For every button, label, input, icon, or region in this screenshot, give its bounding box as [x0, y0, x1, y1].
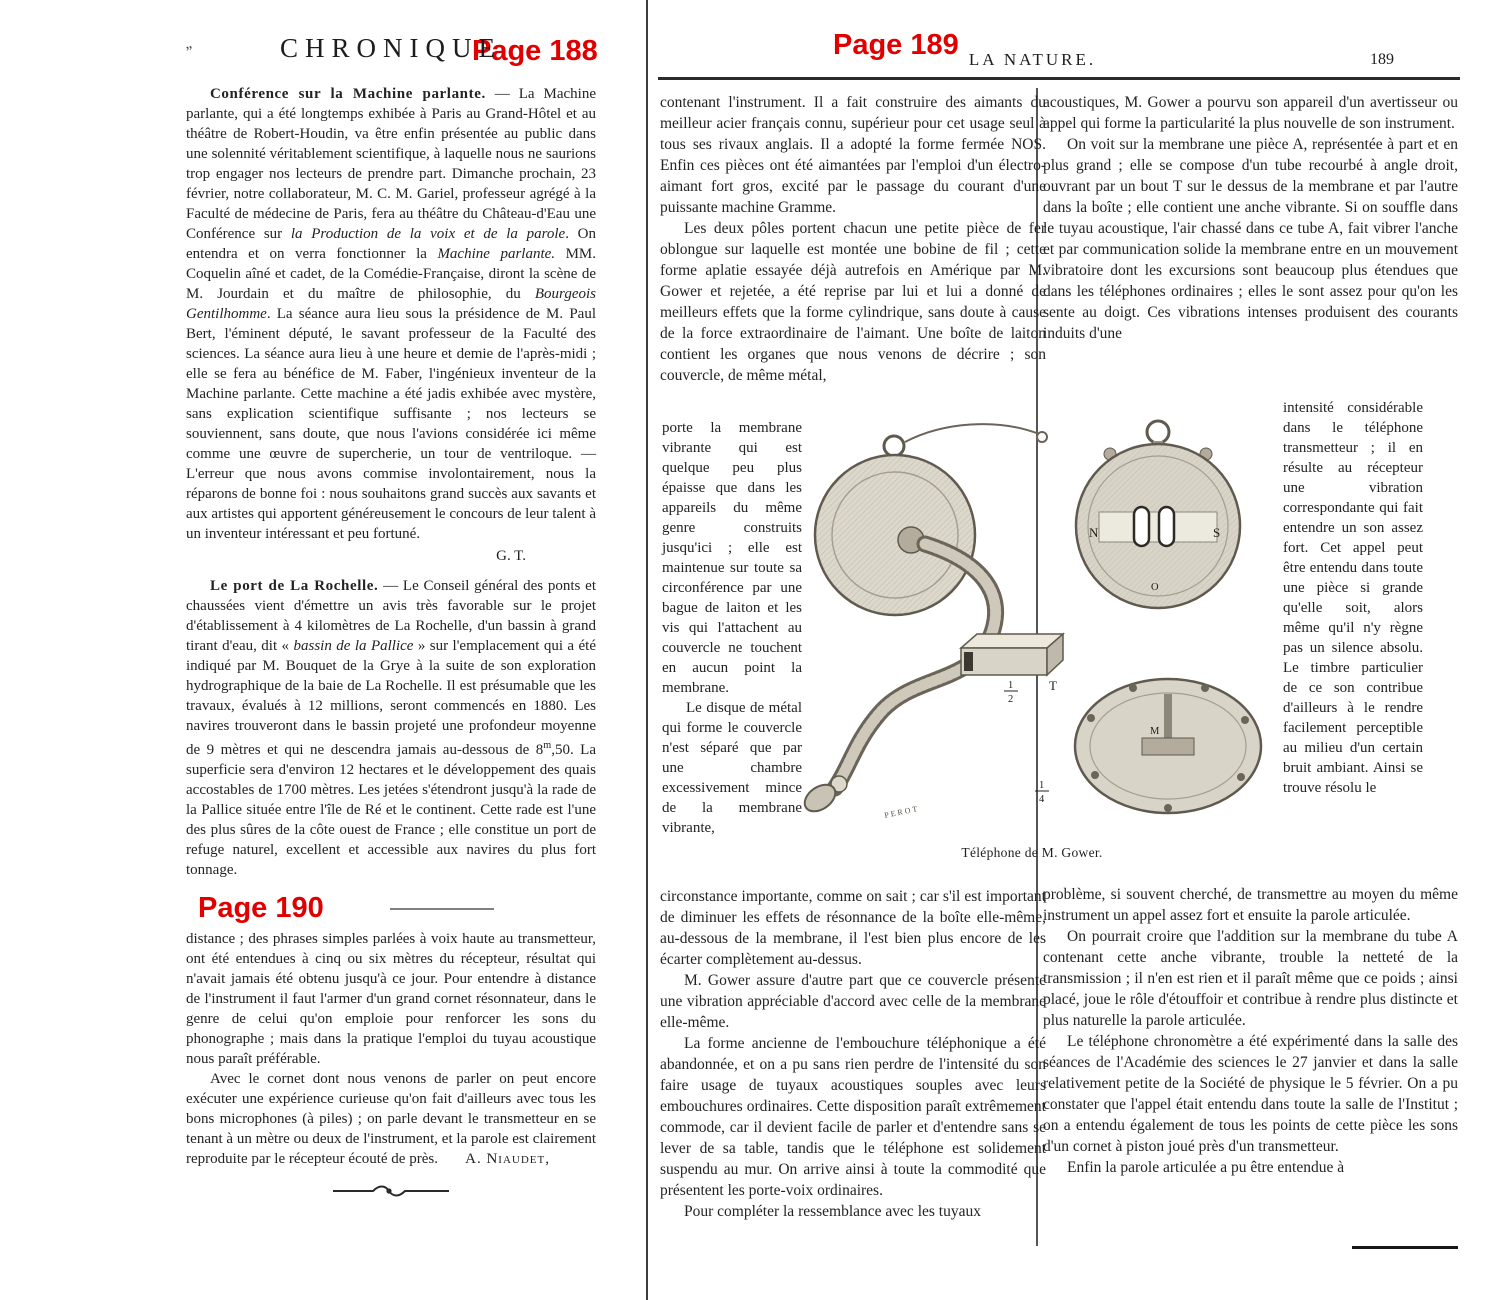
article-machine-parlante: Conférence sur la Machine parlante. — La Machine parlante, qui a été longtemps exhibée à Paris au Grand-Hôtel et au théâtre de Robert-Houdin, va être enfin présentée au public dans une solennité véritablement scientifique, à laquelle nous ne saurions trop engager nos lecteurs de prendre part. Dimanche prochain, 23 février, notre collaborateur, M. C. M. Gariel, professeur agrégé à la Faculté de médecine de Paris, fera au théâtre du Château-d'Eau une Conférence sur la Production de la voix et de la parole. On entendra et on verra fonctionner la Machine parlante. MM. Coquelin aîné et cadet, de la Comédie-Française, diront la scène de M. Jourdain et du maître de philosophie, du Bourgeois Gentilhomme. La séance aura lieu sous la présidence de M. Paul Bert, l'éminent député, le savant professeur de la Faculté des sciences. La séance aura lieu à une heure et demie de l'après-midi ; elle se fera au bénéfice de M. Faber, l'ingénieux inventeur de la Machine parlante. Cette machine a été jadis exhibée avec mystère, sans explication scientifique suffisante ; nos lecteurs se souviennent, sans doute, que nous l'avions considérée ici même comme une œuvre de supercherie, un tour de ventriloque. — L'erreur que nous avons commise involontairement, nous la réparons de bonne foi : nous souhaitons grand succès aux savants et aux artistes qui apportent généreusement le concours de leur talent à un inventeur intéressant et peu fortuné.	[186, 86, 596, 542]
col-a-narrow-paragraph-2: Le disque de métal qui forme le couvercle n'est séparé que par une chambre excessivement mince de la membrane vibrante,	[662, 700, 802, 836]
flourish-ornament	[331, 1183, 451, 1199]
signature-niaudet: A. Niaudet,	[465, 1151, 550, 1167]
corner-scan-mark: „	[183, 35, 194, 53]
half-denominator: 2	[1008, 694, 1014, 705]
col-b-paragraph-1: acoustiques, M. Gower a pourvu son appareil d'un avertisseur ou appel qui forme la particularité la plus nouvelle de son instrument.	[1043, 94, 1458, 132]
article-port-la-rochelle: Le port de La Rochelle. — Le Conseil général des ponts et chaussées vient d'émettre un avis très favorable sur le projet d'établissement à 4 kilomètres de La Rochelle, d'un bassin à grand tirant d'eau, dit « bassin de la Pallice » sur l'emplacement qui a été indiqué par M. Bouquet de la Grye à la suite de son exploration hydrographique de la baie de La Rochelle. Il est présumable que les travaux, évalués à 12 millions, seront commencés en 1880. Les navires trouveront dans le bassin projeté une profondeur moyenne de 9 mètres et qui ne descendra jamais au-dessous de 8$^m$,50. La superficie sera d'environ 12 hectares et le développement des quais accostables de 1700 mètres. Les jetées s'étendront jusqu'à la rade de la Pallice située entre l'île de Ré et le continent. Cette rade est l'une des plus sûres de la côte ouest de France ; elle constitue un port de refuge naturel, excellent et accessible aux navires du plus fort tonnage.	[186, 578, 596, 878]
engraver-signature: PEROT	[883, 803, 920, 820]
quarter-denominator: 4	[1039, 794, 1045, 805]
header-rule	[658, 77, 1460, 80]
page-189-right-column-top	[1043, 92, 1458, 344]
col-a-paragraph-6: Pour compléter la ressemblance avec les tuyaux	[684, 1203, 981, 1220]
gower-telephone-engraving	[793, 396, 1285, 842]
bottom-right-rule	[1352, 1246, 1458, 1249]
end-flourish	[186, 1183, 596, 1205]
center-column-divider	[646, 0, 648, 1300]
col-b-paragraph-2: On voit sur la membrane une pièce A, représentée à part et en plus grand ; elle se compose d'un tube recourbé à angle droit, ouvrant par un bout T sur le dessus de la membrane et par l'autre dans la boîte ; elle contient une anche vibrante. Si on souffle dans le tuyau acoustique, l'air chassé dans ce tube A, fait vibrer l'anche et par communication solide la membrane entre en un mouvement vibratoire dont les excursions sont beaucoup plus étendues que dans les téléphones ordinaires ; elles le sont assez pour qu'on les sente au doigt. Ces vibrations intenses produisent des courants induits d'une	[1043, 136, 1458, 342]
annotation-page-188: Page 188	[472, 35, 598, 67]
col-b-paragraph-5: Le téléphone chronomètre a été expérimenté dans la salle des séances de l'Académie des sciences le 27 janvier et dans la salle relativement petite de la Société de physique le 5 février. On a pu constater que l'appel était entendu dans toute la salle de l'Institut ; on a entendu également de tous les points de cette pièce les sons d'un cornet à piston joué près d'un transmetteur.	[1043, 1033, 1458, 1155]
col-a-paragraph-3: circonstance importante, comme on sait ; car s'il est important de diminuer les effets de résonnance de la boîte elle-même, au-dessous de la membrane, il l'est bien plus encore de les écarter complètement au-dessus.	[660, 888, 1046, 968]
page-190-paragraph-1: distance ; des phrases simples parlées à voix haute au transmetteur, ont été entendues à cinq ou six mètres du récepteur, résultat qui n'avait jamais été obtenu jusqu'à ce jour. Pour entendre à distance de l'instrument il faut l'armer d'un grand cornet résonnateur, dans le genre de celui qu'on emploie pour renforcer les sons du phonographe ; mais dans la pratique l'emploi du tuyau acoustique nous paraît préférable.	[186, 931, 596, 1067]
annotation-page-190: Page 190	[198, 892, 324, 924]
scale-one-half	[1004, 680, 1018, 705]
scale-one-quarter	[1035, 780, 1049, 805]
half-numerator: 1	[1008, 680, 1014, 691]
col-b-paragraph-4: On pourrait croire que l'addition sur la membrane du tube A contenant cette anche vibrante, trouble la netteté de la transmission ; il n'en est rien et il paraît même que ce poids ; ainsi placé, joue le rôle d'étouffoir et contribue à rendre plus distincte et plus naturelle la parole articulée.	[1043, 928, 1458, 1029]
mouthpiece-horn	[800, 776, 847, 817]
label-s: S	[1213, 525, 1221, 540]
telephone-front-view	[1076, 421, 1240, 608]
chronique-header: CHRONIQUE	[280, 33, 502, 63]
engraving-svg	[793, 396, 1285, 842]
page-189-right-narrow-column	[1283, 398, 1423, 798]
label-n: N	[1089, 525, 1099, 540]
page-189-left-column-bottom	[660, 886, 1046, 1222]
label-o: O	[1151, 582, 1159, 593]
quarter-numerator: 1	[1039, 780, 1045, 791]
page-188-column	[186, 33, 596, 1205]
suspension-wire	[905, 424, 1047, 442]
transmitter-front-view	[815, 436, 975, 615]
page-189-left-column-top	[660, 92, 1046, 386]
col-a-paragraph-5: La forme ancienne de l'embouchure téléphonique a été abandonnée, et on a pu sans rien perdre de l'intensité du son faire usage de tuyaux acoustiques souples avec leurs embouchures ordinaires. Cette disposition paraît extrêmement commode, car il devient facile de parler et d'entendre sans se lever de sa table, tandis que le téléphone est solidement suspendu au mur. On arrive ainsi à toute la commodité que présentent les porte-voix ordinaires.	[660, 1035, 1046, 1199]
page-190-annotation-row	[198, 894, 596, 923]
telephone-back-view	[1075, 679, 1261, 813]
page-189-left-narrow-column	[662, 418, 802, 838]
page-190-paragraph-2: Avec le cornet dont nous venons de parler on peut encore exécuter une expérience curieuse qu'on fait d'ailleurs avec tous les bons microphones (à piles) ; on parle devant le transmetteur en se tenant à un mètre ou deux de l'instrument, et la parole est clairement reproduite par le récepteur écouté de près.	[186, 1071, 596, 1167]
col-a-paragraph-2: Les deux pôles portent chacun une petite pièce de fer oblongue sur laquelle est montée une bobine de fil ; cette forme aplatie essayée déjà autrefois en Amérique par M. Gower et rejetée, a été reprise par lui et lui a donné de meilleurs effets que la forme cylindrique, sans doute à cause de la force extraordinaire de l'aimant. Une boîte de laiton contient les organes que nous venons de décrire ; son couvercle, de même métal,	[660, 220, 1046, 384]
article-separator-rule	[390, 908, 494, 910]
col-b-paragraph-3: problème, si souvent cherché, de transmettre au moyen du même instrument un appel assez fort et ensuite la parole articulée.	[1043, 886, 1458, 924]
label-t: T	[1049, 678, 1057, 693]
col-a-narrow-paragraph-1: porte la membrane vibrante qui est quelque peu plus épaisse que dans les appareils du même genre construits jusqu'ici ; elle est maintenue sur toute sa circonférence par une bague de laiton et les vis qui l'attachent au couvercle ne touchent en aucun point la membrane.	[662, 420, 802, 696]
signature-gt: G. T.	[496, 548, 526, 564]
col-b-paragraph-6: Enfin la parole articulée a pu être entendue à	[1067, 1159, 1345, 1176]
col-a-paragraph-4: M. Gower assure d'autre part que ce couvercle présente une vibration appréciable d'accord avec celle de la membrane elle-même.	[660, 972, 1046, 1031]
label-m: M	[1150, 726, 1160, 737]
page-number: 189	[1370, 51, 1394, 68]
col-a-paragraph-1: contenant l'instrument. Il a fait construire des aimants du meilleur acier français connu, supérieur pour cet usage seul à tous ses rivaux anglais. Il a adopté la forme fermée NOS. Enfin ces pièces ont été aimantées par l'emploi d'un électro-aimant fort gros, excité par le passage du courant d'une puissante machine Gramme.	[660, 94, 1046, 216]
figure-caption: Téléphone de M. Gower.	[961, 845, 1103, 860]
annotation-page-189: Page 189	[833, 29, 959, 61]
tube-piece-detail	[961, 634, 1063, 705]
journal-title: LA NATURE.	[968, 50, 1097, 69]
col-b-narrow-paragraph: intensité considérable dans le téléphone transmetteur ; il en résulte au récepteur une vibration correspondante qui fait entendre un son assez fort. Cet appel peut être entendu dans toute une pièce si grande qu'elle soit, alors même qu'il n'y règne pas un silence absolu. Le timbre particulier de ce son contribue d'ailleurs à le rendre facilement perceptible au milieu d'un certain bruit ambiant. Ainsi se trouve résolu le	[1283, 400, 1423, 796]
page-189-right-column-bottom	[1043, 884, 1458, 1178]
